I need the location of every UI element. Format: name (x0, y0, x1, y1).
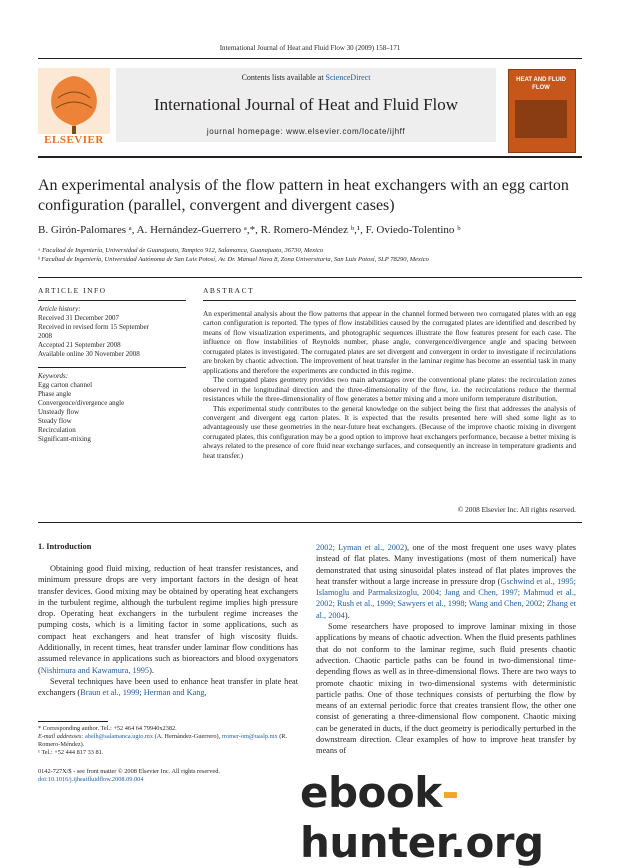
cover-title: HEAT AND FLUID FLOW (516, 77, 566, 91)
email-owner: (A. Hernández-Guerrero), (153, 733, 222, 740)
email-label: E-mail addresses: (38, 733, 85, 740)
contents-prefix: Contents lists available at (241, 73, 326, 82)
article-info-heading: ARTICLE INFO (38, 286, 107, 295)
citation-link[interactable]: Nishimura and Kawamura, 1995 (40, 665, 150, 675)
running-head: International Journal of Heat and Fluid Flow 30 (2009) 158–171 (219, 44, 401, 52)
intro-text: Obtaining good fluid mixing, reduction of heat transfer resistances, and minimum pressure drops are very important factors in the design of heat transfer devices. Good mixing may be obtained by operating heat exchangers in the turbulent regime, although the turbulent regime implies high pressure drop. Operating heat exchangers in the turbulent regime increases the pumping costs, which is a limiting factor in some applications, such as compact heat exchangers and heat transfer of high viscosity fluids. Additionally, in recent times, heat transfer under laminar flow conditions has assumed relevance in applications such as bioreactors and blood oxygenators ( (38, 564, 298, 675)
front-rule (38, 277, 582, 278)
masthead-rule (38, 156, 582, 158)
watermark-part: ebook (300, 768, 442, 817)
intro-text: Several techniques have been used to enhance heat transfer in plate heat exchangers ( (38, 676, 298, 698)
abstract-paragraph: This experimental study contributes to the general knowledge on the subject being the first that addresses the analysis of convergent and divergent egg carton plates. It is expected that the results presented here will shed some light as to advantageously use these geometries in the near-future heat exchangers. (Because of the improve chaotic mixing in divergent corrugated plates, this configuration may be a good option to improve heat exchangers performance, because a better mixing is always related to the presence of core fluid near exchange surfaces, and consequently an increase in temperature gradients and heat transfer.) (203, 403, 576, 460)
publisher-name: ELSEVIER (44, 134, 104, 146)
keyword: Steady flow (38, 417, 72, 425)
article-info-rule (38, 300, 186, 301)
citation-link[interactable]: 2002; Lyman et al., 2002 (316, 543, 405, 552)
left-column (38, 563, 298, 699)
keyword: Significant-mixing (38, 435, 91, 443)
footnote-rule (38, 721, 108, 722)
abstract-paragraph: An experimental analysis about the flow patterns that appear in the channel formed between two corrugated plates with an egg carton configuration is reported. The types of flow instabilities caused by the corrugated plates are identified and described by means of flow visualization experiments, and photographic sequences illustrate the flow features present for each case. The influence on flow instabilities of Reynolds number, phase angle, convergence/divergence angle and spacing between corrugated plates is investigated. The corrugated plates are set divergent and convergent in order to investigate if recirculations are broken by chaotic advection. The improvement of heat transfer in the laminar regime has become an essential task in many applications and therefore the experiments are conducted in this regime. (203, 309, 576, 375)
abstract-rule (203, 300, 576, 301)
keyword: Recirculation (38, 426, 76, 434)
intro-text: ). (344, 610, 350, 620)
front-matter (38, 768, 300, 784)
intro-paragraph (38, 676, 298, 699)
abstract-copyright: © 2008 Elsevier Inc. All rights reserved. (457, 505, 576, 514)
sciencedirect-link[interactable]: ScienceDirect (325, 73, 371, 82)
contents-line (116, 73, 496, 82)
history-line: Available online 30 November 2008 (38, 350, 140, 358)
abstract-heading: ABSTRACT (203, 286, 255, 295)
header-rule (38, 58, 582, 59)
history-line: Received 31 December 2007 (38, 314, 120, 322)
author-list: B. Girón-Palomares ᵃ, A. Hernández-Guerrero ᵃ,*, R. Romero-Méndez ᵇ,¹, F. Oviedo-Tolentino ᵇ (38, 224, 461, 236)
article-title: An experimental analysis of the flow pattern in heat exchangers with an egg carton configuration (parallel, convergent and divergent cases) (38, 177, 569, 214)
doi-link[interactable]: doi:10.1016/j.ijheatfluidflow.2008.09.004 (38, 776, 144, 783)
keyword: Egg carton channel (38, 381, 93, 389)
footnote-tel: ¹ Tel.: +52 444 817 33 81. (38, 749, 104, 756)
article-history (38, 305, 188, 359)
citation-link[interactable]: Braun et al., 1999; Herman and Kang, (80, 688, 207, 698)
footnote-emails (38, 733, 300, 749)
keywords-rule (38, 367, 186, 368)
journal-homepage[interactable]: journal homepage: www.elsevier.com/locate/ijhff (206, 127, 406, 136)
intro-paragraph: Some researchers have proposed to improve laminar mixing in those applications by means of chaotic advection. When the fluid presents pathlines that do not conform to the laminar regime, such fluid presents chaotic advection. Chaotic particle paths can be found in two-dimensional time-depending flows as well as in three-dimensional flows. There are two ways to promote chaotic mixing in two-dimensional systems with deterministic particle paths. One of those techniques consists of perturbing the flow by means of an external periodic force that creates transient flow, the other one consist of generating a three-dimensional flow component. Chaotic mixing can be generated in ducts, if the duct geometry is periodically perturbed in the downstream direction. Clear examples of how to improve heat transfer by means of (316, 622, 576, 756)
journal-title: International Journal of Heat and Fluid Flow (153, 95, 459, 114)
history-line: 2008 (38, 332, 52, 340)
cover-band (515, 100, 567, 138)
keywords-label: Keywords: (38, 372, 69, 380)
abstract-body (203, 309, 576, 460)
intro-paragraph (38, 563, 298, 676)
watermark-dash: - (441, 768, 459, 817)
keywords-list (38, 372, 188, 444)
watermark (300, 768, 620, 868)
intro-text: ), one of the most frequent one uses wavy plates instead of flat plates. Many investigations (most of them numerical) have demonstrated that using sinusoidal plates instead of flat plates improves the heat transfer without a large increase in pressure drop ( (316, 543, 576, 586)
abstract-paragraph: The corrugated plates geometry provides two main advantages over the conventional plane plates: the recirculation zones observed in the longitudinal direction and the three-dimensionality of the flow, i.e. the recirculations reduce the thermal resistances while the three-dimensionality of flow generates a better mixing and a more uniform temperature distribution. (203, 375, 576, 404)
footnotes (38, 725, 300, 757)
intro-paragraph (316, 542, 576, 621)
right-column (316, 542, 576, 757)
affiliation-b: ᵇ Facultad de Ingeniería, Universidad Autónoma de San Luis Potosí, Av. Dr. Manuel Nava 8, Zona Universitaria, San Luis Potosí, SLP 78290, Mexico (38, 256, 429, 263)
watermark-part: hunter.org (300, 818, 544, 867)
intro-text: ). (149, 665, 154, 675)
elsevier-tree-logo (38, 68, 110, 144)
footnote-corresponding: * Corresponding author. Tel.: +52 464 64 79940x2382. (38, 725, 177, 732)
keyword: Unsteady flow (38, 408, 80, 416)
section-heading-introduction: 1. Introduction (38, 542, 92, 551)
email-link[interactable]: rromer-om@uaslp.mx (221, 733, 278, 740)
history-label: Article history: (38, 305, 81, 313)
abstract-end-rule (38, 522, 582, 523)
issn-line: 0142-727X/$ - see front matter © 2008 Elsevier Inc. All rights reserved. (38, 768, 220, 775)
keyword: Phase angle (38, 390, 72, 398)
keyword: Convergence/divergence angle (38, 399, 125, 407)
history-line: Accepted 21 September 2008 (38, 341, 121, 349)
email-link[interactable]: abelh@salamanca.ugto.mx (85, 733, 154, 740)
email-owner: (R. Romero-Méndez). (38, 733, 288, 748)
citation-link[interactable]: Gschwind et al., 1995; Islamoglu and Parmaksizoglu, 2004; Jang and Chen, 1997; Mahmud et al., 2002; Rush et al., 1999; Sawyers et al., 1998; Wang and Chen, 2002; Zhang et al., 2004 (316, 576, 576, 620)
history-line: Received in revised form 15 September (38, 323, 149, 331)
affiliation-a: ᵃ Facultad de Ingeniería, Universidad de Guanajuato, Tampico 912, Salamanca, Guanajuato, 36730, Mexico (38, 247, 324, 254)
